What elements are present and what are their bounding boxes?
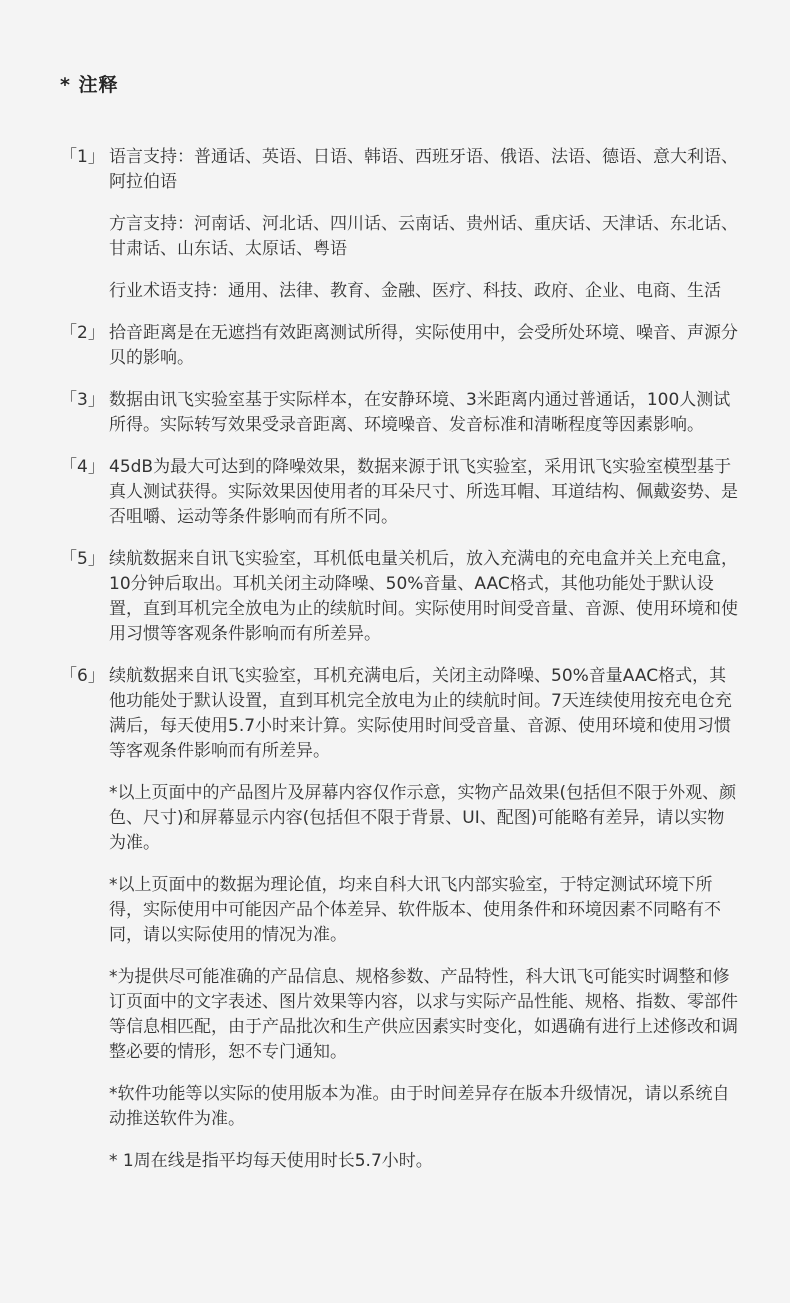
note-marker: 「5」 [60, 549, 105, 569]
note-paragraph: 45dB为最大可达到的降噪效果，数据来源于讯飞实验室，采用讯飞实验室模型基于真人测试获得。实际效果因使用者的耳朵尺寸、所选耳帽、耳道结构、佩戴姿势、是否咀嚼、运动等条件影响而有所不同。 [109, 457, 738, 527]
note-paragraph: 续航数据来自讯飞实验室，耳机充满电后，关闭主动降噪、50%音量AAC格式，其他功能处于默认设置，直到耳机完全放电为止的续航时间。7天连续使用按充电仓充满后，每天使用5.7小时来计算。实际使用时间受音量、音源、使用环境和使用习惯等客观条件影响而有所差异。 [109, 666, 732, 761]
note-paragraph: 行业术语支持：通用、法律、教育、金融、医疗、科技、政府、企业、电商、生活 [109, 281, 721, 301]
note-marker: 「2」 [60, 323, 105, 343]
note-paragraph: 数据由讯飞实验室基于实际样本，在安静环境、3米距离内通过普通话，100人测试所得。实际转写效果受录音距离、环境噪音、发音标准和清晰程度等因素影响。 [109, 390, 731, 435]
note-4 [60, 455, 740, 530]
disclaimers [109, 781, 740, 1174]
note-2 [60, 321, 740, 371]
note-paragraph: 语言支持：普通话、英语、日语、韩语、西班牙语、俄语、法语、德语、意大利语、阿拉伯语 [109, 147, 738, 192]
note-marker: 「6」 [60, 666, 105, 686]
note-1 [60, 145, 740, 304]
note-body [109, 547, 740, 647]
note-marker: 「4」 [60, 457, 105, 477]
disclaimer-paragraph: *软件功能等以实际的使用版本为准。由于时间差异存在版本升级情况，请以系统自动推送软件为准。 [109, 1084, 730, 1129]
disclaimer-paragraph: *以上页面中的数据为理论值，均来自科大讯飞内部实验室，于特定测试环境下所得，实际使用中可能因产品个体差异、软件版本、使用条件和环境因素不同略有不同，请以实际使用的情况为准。 [109, 875, 721, 945]
note-body [109, 321, 740, 371]
disclaimer-paragraph: *为提供尽可能准确的产品信息、规格参数、产品特性，科大讯飞可能实时调整和修订页面中的文字表述、图片效果等内容，以求与实际产品性能、规格、指数、零部件等信息相匹配，由于产品批次和生产供应因素实时变化，如遇确有进行上述修改和调整必要的情形，恕不专门通知。 [109, 967, 738, 1062]
disclaimer-paragraph: *以上页面中的产品图片及屏幕内容仅作示意，实物产品效果(包括但不限于外观、颜色、尺寸)和屏幕显示内容(包括但不限于背景、UI、配图)可能略有差异，请以实物为准。 [109, 783, 737, 853]
page-title: * 注释 [60, 74, 119, 96]
note-paragraph: 方言支持：河南话、河北话、四川话、云南话、贵州话、重庆话、天津话、东北话、甘肃话、山东话、太原话、粤语 [109, 214, 738, 259]
note-body [109, 388, 740, 438]
note-marker: 「1」 [60, 147, 105, 167]
note-body [109, 455, 740, 530]
note-paragraph: 续航数据来自讯飞实验室，耳机低电量关机后，放入充满电的充电盒并关上充电盒，10分钟后取出。耳机关闭主动降噪、50%音量、AAC格式，其他功能处于默认设置，直到耳机完全放电为止的续航时间。实际使用时间受音量、音源、使用环境和使用习惯等客观条件影响而有所差异。 [109, 549, 738, 644]
note-5 [60, 547, 740, 647]
note-body [109, 664, 740, 764]
note-marker: 「3」 [60, 390, 105, 410]
note-6 [60, 664, 740, 764]
notes-list [60, 145, 740, 1174]
note-body [109, 145, 740, 304]
note-paragraph: 拾音距离是在无遮挡有效距离测试所得，实际使用中，会受所处环境、噪音、声源分贝的影响。 [109, 323, 738, 368]
note-3 [60, 388, 740, 438]
disclaimer-paragraph: * 1周在线是指平均每天使用时长5.7小时。 [109, 1151, 433, 1171]
